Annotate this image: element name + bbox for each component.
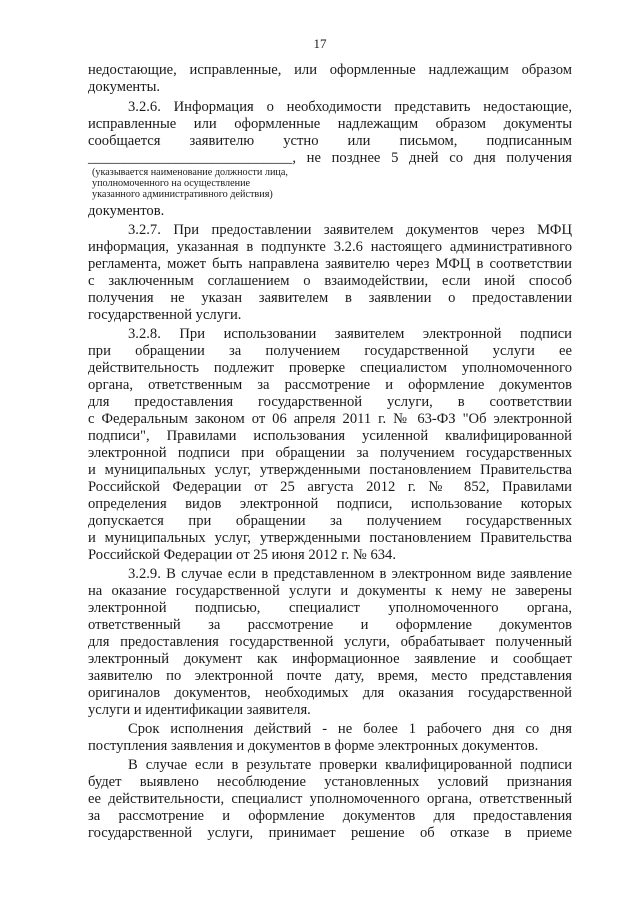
- page-number: 17: [313, 36, 327, 51]
- text-line: будет выявлено несоблюдение установленных условий признания: [88, 774, 572, 790]
- text-line: сообщается заявителю устно или письмом, подписанным: [88, 133, 572, 149]
- text-line: 3.2.6. Информация о необходимости представить недостающие,: [128, 99, 572, 115]
- text-line: документы.: [88, 79, 161, 95]
- text-line: за рассмотрение и оформление документов для предоставления: [88, 808, 572, 824]
- text-line: при обращении за получением государственной услуги ее: [88, 343, 572, 359]
- text-line: регламента, может быть направлена заявителю через МФЦ в соответствии: [88, 256, 572, 272]
- text-line: поступления заявления и документов в форме электронных документов.: [88, 738, 539, 754]
- text-line: государственной услуги, принимает решение об отказе в приеме: [88, 825, 572, 841]
- text-line: электронный документ как информационное заявление и сообщает: [88, 651, 572, 667]
- text-line: и муниципальных услуг, утвержденными постановлением Правительства: [88, 462, 572, 478]
- text-line: ____________________________, не позднее 5 дней со дня получения: [88, 150, 572, 166]
- text-line: государственной услуги.: [88, 307, 242, 323]
- text-line: заявителю по электронной почте дату, время, место представления: [88, 668, 572, 684]
- text-line: В случае если в результате проверки квалифицированной подписи: [128, 757, 572, 773]
- footnote-line: уполномоченного на осуществление: [92, 178, 251, 189]
- text-line: получения не указан заявителем в заявлении о предоставлении: [88, 290, 572, 306]
- text-line: для предоставления государственной услуги, в соответствии: [88, 394, 572, 410]
- footnote-line: (указывается наименование должности лица,: [92, 167, 288, 178]
- text-line: 3.2.7. При предоставлении заявителем документов через МФЦ: [128, 222, 572, 238]
- text-line: определения видов электронной подписи, использование которых: [88, 496, 572, 512]
- text-line: с Федеральным законом от 06 апреля 2011 г. № 63-ФЗ "Об электронной: [88, 411, 572, 427]
- text-line: ее действительности, специалист уполномоченного органа, ответственный: [88, 791, 572, 807]
- text-line: 3.2.9. В случае если в представленном в электронном виде заявление: [128, 566, 572, 582]
- text-line: исправленные или оформленные надлежащим образом документы: [88, 116, 572, 132]
- text-line: оригиналов документов, необходимых для оказания государственной: [88, 685, 572, 701]
- footnote-line: указанного административного действия): [92, 189, 273, 200]
- text-line: для предоставления государственной услуги, обрабатывает полученный: [88, 634, 572, 650]
- text-line: электронной подписи при обращении за получением государственных: [88, 445, 572, 461]
- text-line: на оказание государственной услуги и документы к нему не заверены: [88, 583, 572, 599]
- text-line: Срок исполнения действий - не более 1 рабочего дня со дня: [128, 721, 572, 737]
- text-line: недостающие, исправленные, или оформленные надлежащим образом: [88, 62, 572, 78]
- text-line: электронной подписью, специалист уполномоченного органа,: [88, 600, 572, 616]
- text-line: Российской Федерации от 25 июня 2012 г. № 634.: [88, 547, 396, 563]
- text-line: действительность подлежит проверке специалистом уполномоченного: [88, 360, 572, 376]
- text-line: подписи", Правилами использования усиленной квалифицированной: [88, 428, 572, 444]
- text-line: документов.: [88, 203, 165, 219]
- text-line: 3.2.8. При использовании заявителем электронной подписи: [128, 326, 572, 342]
- text-line: органа, ответственным за рассмотрение и оформление документов: [88, 377, 572, 393]
- text-line: с заключенным соглашением о взаимодействии, если иной способ: [88, 273, 572, 289]
- text-line: и муниципальных услуг, утвержденными постановлением Правительства: [88, 530, 572, 546]
- text-line: Российской Федерации от 25 августа 2012 г. № 852, Правилами: [88, 479, 572, 495]
- text-line: услуги и идентификации заявителя.: [88, 702, 311, 718]
- text-line: ответственный за рассмотрение и оформление документов: [88, 617, 572, 633]
- text-line: информация, указанная в подпункте 3.2.6 настоящего административного: [88, 239, 572, 255]
- text-line: допускается при обращении за получением государственных: [88, 513, 572, 529]
